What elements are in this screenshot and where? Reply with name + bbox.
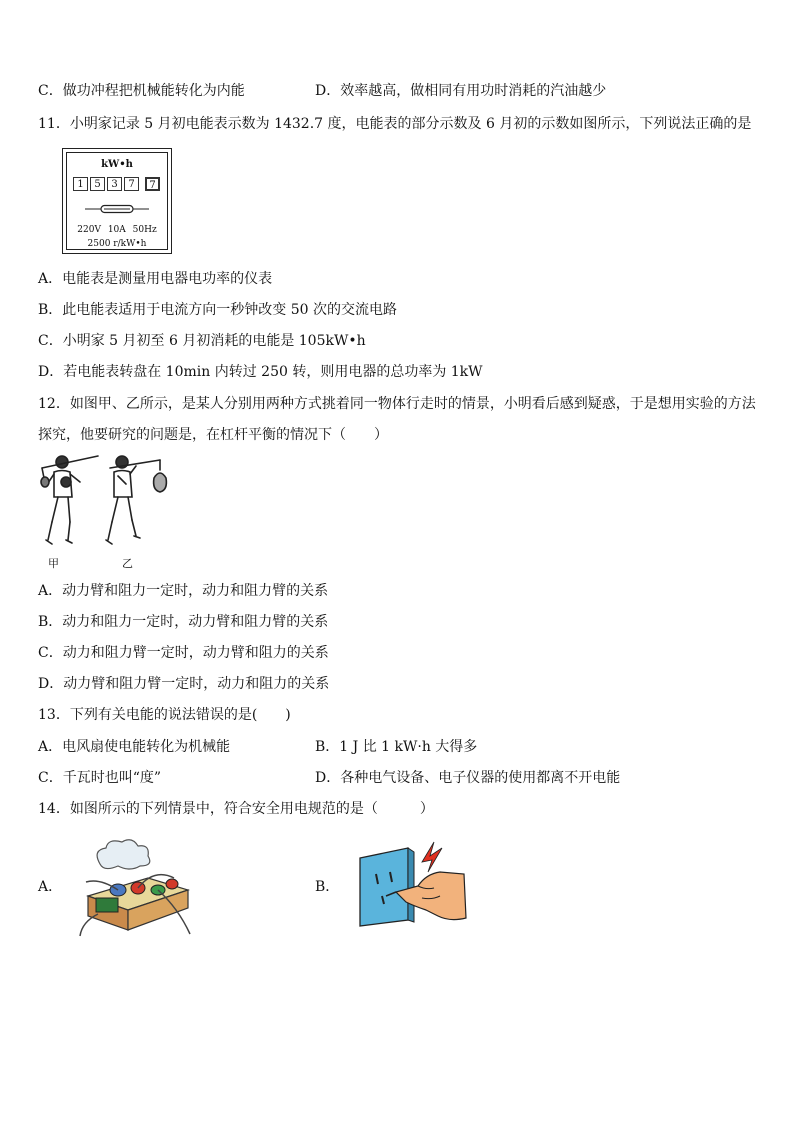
q11-option-a: A．电能表是测量用电器电功率的仪表	[38, 271, 273, 287]
finger-in-socket-illustration	[356, 838, 468, 930]
meter-digits	[73, 177, 162, 191]
q12-option-d: D．动力臂和阻力臂一定时，动力和阻力的关系	[38, 676, 330, 692]
q10-option-c: C．做功冲程把机械能转化为内能	[38, 83, 245, 99]
q10-option-d: D．效率越高，做相同有用功时消耗的汽油越少	[315, 83, 607, 99]
meter-spec: 220V 10A 50Hz	[77, 225, 157, 235]
q12-option-a: A．动力臂和阻力一定时，动力和阻力臂的关系	[38, 583, 329, 599]
q13-option-c: C．千瓦时也叫“度”	[38, 770, 162, 786]
q12-option-b: B．动力和阻力一定时，动力臂和阻力臂的关系	[38, 614, 329, 630]
figure-yi-person-icon	[106, 456, 166, 544]
figure-label-jia: 甲	[48, 557, 59, 570]
q13-option-d: D．各种电气设备、电子仪器的使用都离不开电能	[315, 770, 621, 786]
figure-label-yi: 乙	[122, 557, 133, 570]
figure-jia-person-icon	[41, 456, 98, 544]
q14-stem: 14．如图所示的下列情景中，符合安全用电规范的是（ ）	[38, 801, 434, 817]
q13-option-b: B．1 J 比 1 kW·h 大得多	[315, 739, 478, 755]
q12-stem-line1: 12．如图甲、乙所示，是某人分别用两种方式挑着同一物体行走时的情景，小明看后感到疑惑，于是想用实验的方法	[38, 396, 756, 412]
q13-option-a: A．电风扇使电能转化为机械能	[38, 739, 231, 755]
q11-option-c: C．小明家 5 月初至 6 月初消耗的电能是 105kW•h	[38, 333, 366, 349]
q14-label-b: B．	[315, 879, 340, 895]
meter-digit: 5	[90, 177, 105, 191]
meter-rotating-disc-icon	[85, 203, 149, 215]
meter-digit: 3	[107, 177, 122, 191]
meter-unit: kW•h	[101, 159, 133, 170]
q11-stem: 11．小明家记录 5 月初电能表示数为 1432.7 度，电能表的部分示数及 6 月初的示数如图所示，下列说法正确的是	[38, 116, 752, 132]
carrying-figures-illustration	[40, 452, 180, 552]
q12-option-c: C．动力和阻力臂一定时，动力臂和阻力的关系	[38, 645, 329, 661]
q11-option-b: B．此电能表适用于电流方向一秒钟改变 50 次的交流电路	[38, 302, 398, 318]
energy-meter-figure	[62, 148, 172, 254]
meter-digit: 7	[124, 177, 139, 191]
meter-decimal-digit: 7	[145, 177, 160, 191]
meter-digit: 1	[73, 177, 88, 191]
q13-stem: 13．下列有关电能的说法错误的是( )	[38, 707, 291, 723]
q14-label-a: A．	[38, 879, 63, 895]
q11-option-d: D．若电能表转盘在 10min 内转过 250 转，则用电器的总功率为 1kW	[38, 364, 483, 380]
q12-stem-line2: 探究，他要研究的问题是，在杠杆平衡的情况下（ ）	[38, 427, 388, 443]
overloaded-power-strip-illustration	[78, 838, 194, 940]
meter-revolutions: 2500 r/kW•h	[87, 239, 147, 249]
